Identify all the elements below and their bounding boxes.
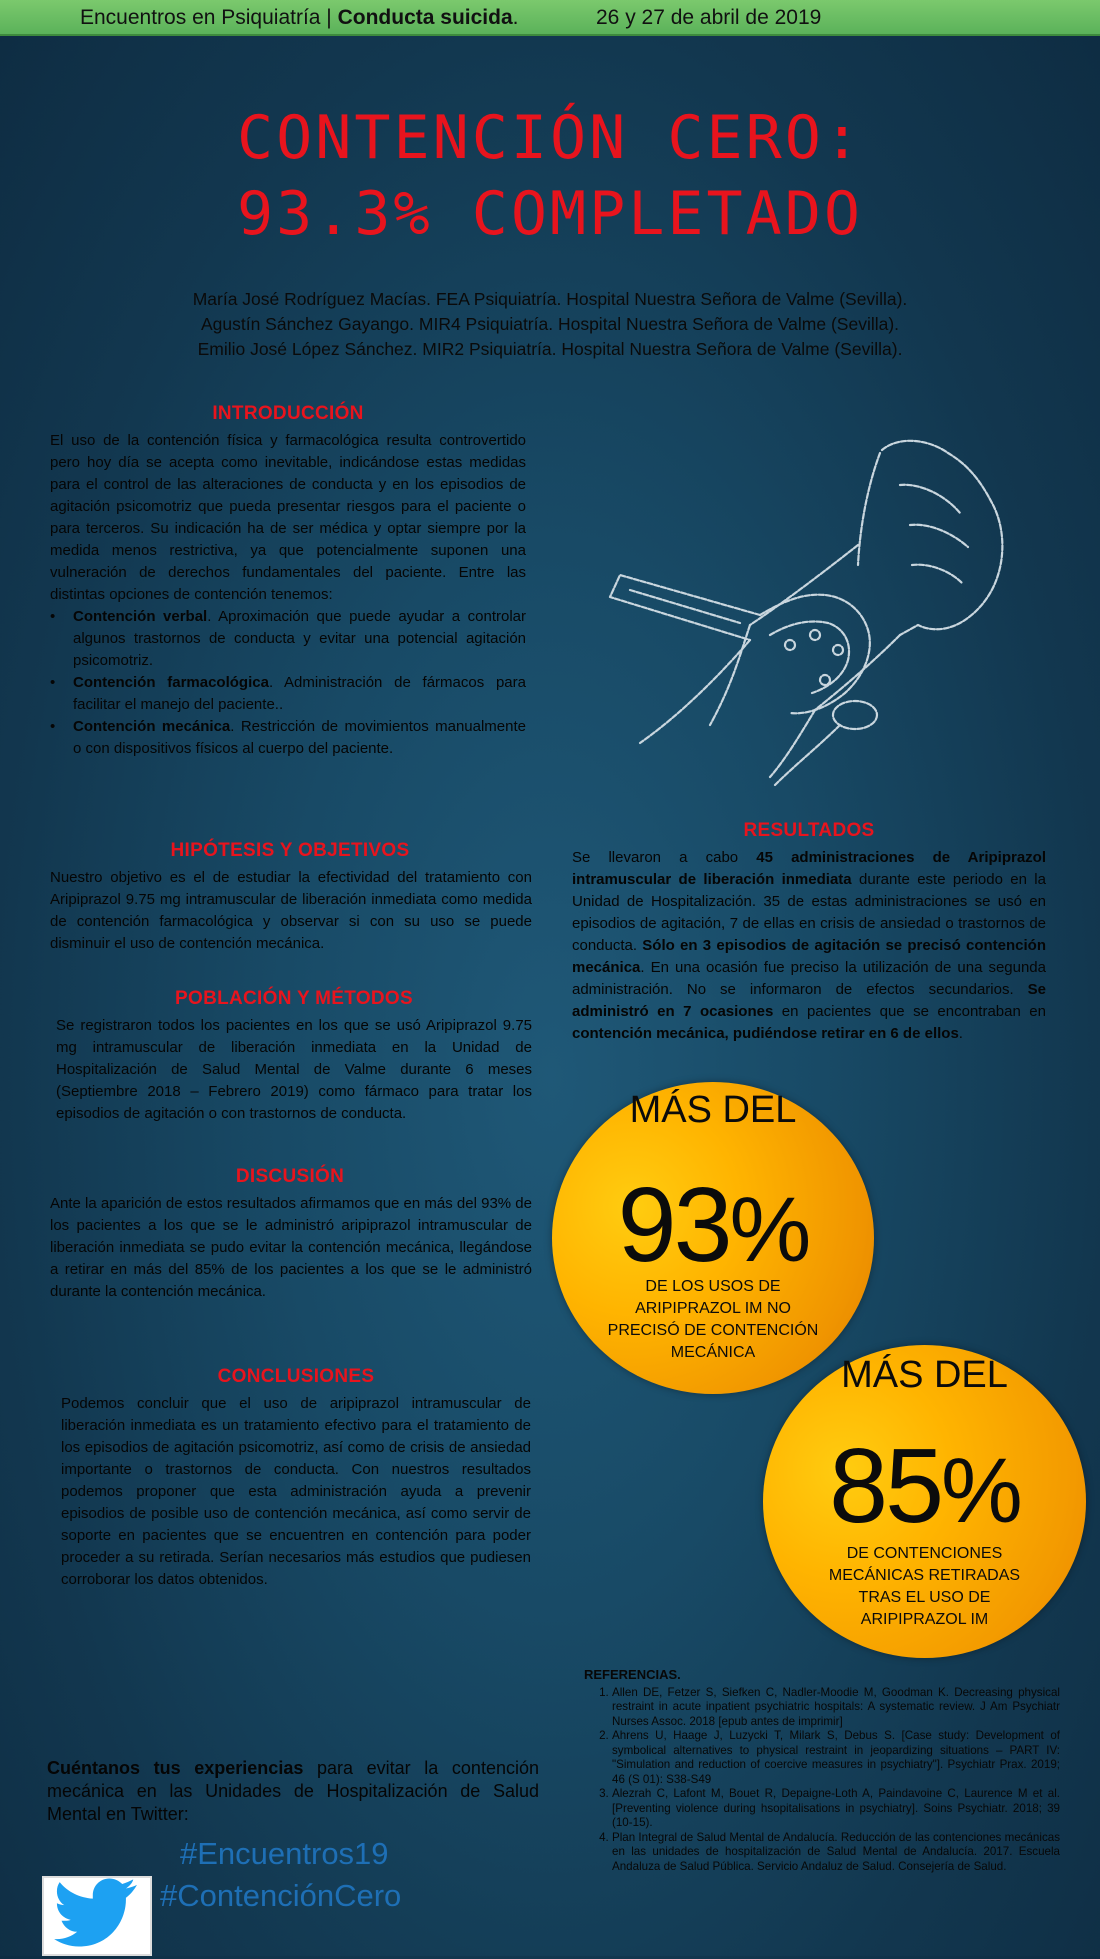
- poblacion-title: POBLACIÓN Y MÉTODOS: [175, 988, 413, 1009]
- resultados-segment: . En una ocasión fue preciso la utilización de una segunda administración. No se informaron de efectos secundarios.: [572, 959, 1046, 998]
- bullet-term: Contención verbal: [73, 608, 208, 625]
- referencias-block: [584, 1668, 1060, 1874]
- handcuff-wrist-icon: [600, 425, 1020, 795]
- list-item: [73, 716, 526, 760]
- resultados-segment: en pacientes que se encontraban en: [773, 1003, 1046, 1020]
- poster-title: [0, 100, 1100, 252]
- stat-desc-line: ARIPIPRAZOL IM: [860, 1611, 989, 1628]
- cta-bold: Cuéntanos tus experiencias: [47, 1758, 304, 1778]
- referencias-title: REFERENCIAS.: [584, 1667, 681, 1682]
- hashtag-contencioncero[interactable]: #ContenciónCero: [160, 1878, 402, 1913]
- twitter-bird-svg: [44, 1878, 150, 1954]
- stat-top-label: MÁS DEL: [629, 1089, 797, 1131]
- bullet-desc: . Administración de fármacos para facilitar el manejo del paciente..: [73, 674, 526, 713]
- hipotesis-text: Nuestro objetivo es el de estudiar la efectividad del tratamiento con Aripiprazol 9.75 mg intramuscular de liberación inmediata como medida de contención farmacológica y observar si con su uso se puede disminuir el uso de contención mecánica.: [50, 869, 532, 952]
- conclusiones-title: CONCLUSIONES: [217, 1366, 375, 1387]
- hashtag-encuentros19[interactable]: #Encuentros19: [180, 1836, 389, 1871]
- resultados-segment: Sólo en 3 episodios de agitación se precisó contención mecánica: [572, 937, 1046, 976]
- bullet-term: Contención mecánica: [73, 718, 231, 735]
- bullet-term: Contención farmacológica: [73, 674, 269, 691]
- introduccion-text: El uso de la contención física y farmacológica resulta controvertido pero hoy día se acepta como inevitable, indicándose estas medidas para el control de las alteraciones de conducta y en los episodios de agitación psicomotriz que pueda presentar riesgos para el paciente o para terceros. Su indicación ha de ser médica y optar siempre por la medida menos restrictiva, ya que potencialmente suponen una vulneración de derechos fundamentales del paciente. Entre las distintas opciones de contención tenemos:: [50, 432, 526, 603]
- contencion-types-list: [50, 606, 526, 760]
- stat-desc-line: ARIPIPRAZOL IM NO: [635, 1300, 791, 1317]
- referencias-list: [584, 1686, 1060, 1875]
- percent-sign: %: [729, 1179, 809, 1281]
- bullet-desc: . Restricción de movimientos manualmente o con dispositivos físicos al cuerpo del paciente.: [73, 718, 526, 757]
- stat-number: [763, 1427, 1086, 1546]
- resultados-title: RESULTADOS: [743, 820, 875, 841]
- title-line-1: CONTENCIÓN CERO:: [237, 103, 863, 173]
- discusion-title: DISCUSIÓN: [235, 1166, 345, 1187]
- stat-desc-line: MECÁNICA: [670, 1344, 756, 1361]
- twitter-call-to-action: [47, 1757, 539, 1826]
- event-date: 26 y 27 de abril de 2019: [596, 6, 822, 29]
- list-item: [73, 606, 526, 672]
- list-item: [73, 672, 526, 716]
- stat-circle-93: [552, 1082, 874, 1394]
- resultados-segment: Se llevaron a cabo: [572, 849, 757, 866]
- event-topic: Conducta suicida: [337, 6, 513, 29]
- list-item: 3. Alezrah C, Lafont M, Bouet R, Depaigne-Loth A, Paindavoine C, Laurence M et al. [Preventing violence during hsopitalisations in psychiatry]. Soins Psychiatr. 2018; 39 (10-15).: [612, 1787, 1060, 1831]
- event-name: [80, 0, 518, 36]
- stat-number: [552, 1166, 874, 1285]
- authors-block: [0, 287, 1100, 362]
- stat-description: [552, 1276, 874, 1364]
- stat-desc-line: MECÁNICAS RETIRADAS: [828, 1567, 1021, 1584]
- list-item: 1. Allen DE, Fetzer S, Siefken C, Nadler-Moodie M, Goodman K. Decreasing physical restraint in acute inpatient psychiatric hospitals: A systematic review. J Am Psychiatr Nurses Assoc. 2018 [epub antes de imprimir]: [612, 1686, 1060, 1730]
- author-1: María José Rodríguez Macías. FEA Psiquiatría. Hospital Nuestra Señora de Valme (Sevilla).: [192, 289, 908, 309]
- resultados-segment: 45 administraciones de Aripiprazol intramuscular de liberación inmediata: [572, 849, 1046, 888]
- resultados-text: [572, 847, 1046, 1045]
- stat-value: 93: [617, 1166, 730, 1284]
- bullet-desc: . Aproximación que puede ayudar a controlar algunos trastornos de conducta y evitar una potencial agitación psicomotriz.: [73, 608, 526, 669]
- author-2: Agustín Sánchez Gayango. MIR4 Psiquiatría. Hospital Nuestra Señora de Valme (Sevilla).: [200, 314, 900, 334]
- stat-desc-line: PRECISÓ DE CONTENCIÓN: [607, 1322, 819, 1339]
- stat-desc-line: DE CONTENCIONES: [846, 1545, 1003, 1562]
- introduccion-body: [50, 430, 526, 760]
- twitter-bird-icon: [42, 1876, 152, 1956]
- stat-circle-85: [763, 1345, 1086, 1658]
- event-header-bar: [0, 0, 1100, 36]
- conclusiones-text: Podemos concluir que el uso de aripiprazol intramuscular de liberación inmediata es un tratamiento efectivo para el tratamiento de los episodios de agitación psicomotriz, así como de crisis de ansiedad importante o trastornos de conducta. Con nuestros resultados podemos proponer que esta administración ayuda a prevenir episodios de posible uso de contención mecánica, así como servir de soporte en pacientes que se encuentren en contención para poder proceder a su retirada. Serían necesarios más estudios que pudiesen corroborar los datos obtenidos.: [61, 1395, 531, 1588]
- event-prefix: Encuentros en Psiquiatría |: [80, 6, 338, 29]
- cta-text: para evitar la contención mecánica en las Unidades de Hospitalización de Salud Mental en Twitter:: [47, 1758, 539, 1824]
- stat-desc-line: TRAS EL USO DE: [858, 1589, 991, 1606]
- list-item: 2. Ahrens U, Haage J, Luzycki T, Milark S, Debus S. [Case study: Development of symbolical alternatives to physical restraint in jeopardizing situations – PART IV: "Simulation and reduction of coercive measures in psychiatry"]. Psychiatr Prax. 2019; 46 (S 01): S38-S49: [612, 1729, 1060, 1787]
- resultados-segment: durante este periodo en la Unidad de Hospitalización. 35 de estas administraciones se usó en episodios de agitación, 7 de ellas en crisis de ansiedad o trastornos de conducta.: [572, 871, 1046, 954]
- resultados-segment: Se administró en 7 ocasiones: [572, 981, 1046, 1020]
- author-3: Emilio José López Sánchez. MIR2 Psiquiatría. Hospital Nuestra Señora de Valme (Sevilla).: [197, 339, 903, 359]
- list-item: 4. Plan Integral de Salud Mental de Andalucía. Reducción de las contenciones mecánicas en las unidades de hospitalización de Salud Mental de Andalucía. 2017. Escuela Andaluza de Salud Pública. Servicio Andaluz de Salud. Consejería de Salud.: [612, 1831, 1060, 1875]
- resultados-segment: contención mecánica, pudiéndose retirar en 6 de ellos: [572, 1025, 959, 1042]
- stat-value: 85: [829, 1427, 942, 1545]
- introduccion-title: INTRODUCCIÓN: [212, 403, 364, 424]
- poblacion-text: Se registraron todos los pacientes en los que se usó Aripiprazol 9.75 mg intramuscular de liberación inmediata en la Unidad de Hospitalización de Salud Mental de Valme durante 6 meses (Septiembre 2018 – Febrero 2019) como fármaco para tratar los episodios de agitación o con trastornos de conducta.: [56, 1017, 532, 1122]
- discusion-text: Ante la aparición de estos resultados afirmamos que en más del 93% de los pacientes a los que se le administró aripiprazol intramuscular de liberación inmediata se pudo evitar la contención mecánica, llegándose a retirar en más del 85% de los pacientes a los que se le administró durante la contención mecánica.: [50, 1195, 532, 1300]
- resultados-segment: .: [958, 1025, 963, 1042]
- title-line-2: 93.3% COMPLETADO: [237, 179, 863, 249]
- stat-desc-line: DE LOS USOS DE: [645, 1278, 781, 1295]
- stat-top-label: MÁS DEL: [841, 1354, 1008, 1396]
- percent-sign: %: [941, 1440, 1020, 1542]
- hipotesis-title: HIPÓTESIS Y OBJETIVOS: [170, 840, 410, 861]
- stat-description: [763, 1543, 1086, 1631]
- event-suffix: .: [512, 6, 519, 29]
